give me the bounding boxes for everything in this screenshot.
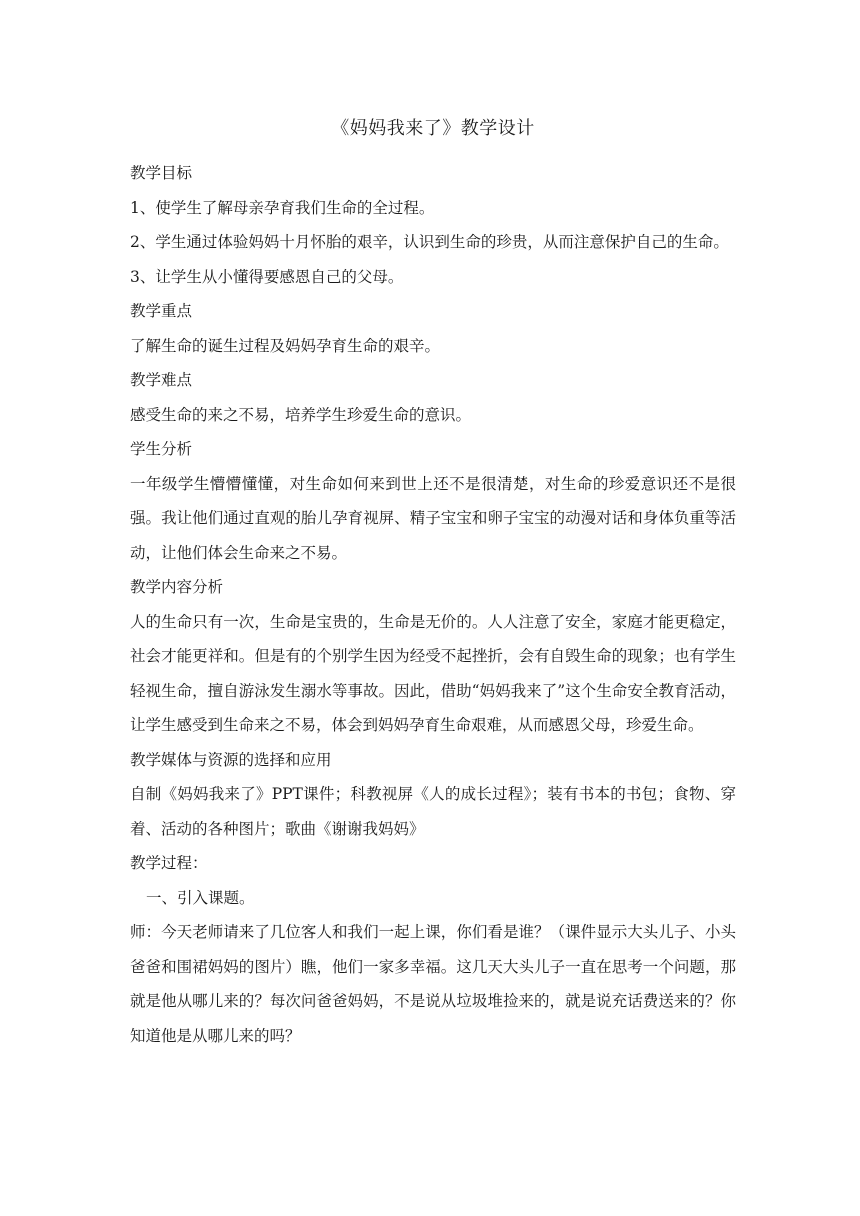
key-points-text: 了解生命的诞生过程及妈妈孕育生命的艰辛。 bbox=[130, 336, 441, 355]
student-analysis-heading: 学生分析 bbox=[130, 440, 193, 458]
content-analysis-heading: 教学内容分析 bbox=[130, 578, 224, 596]
media-text: 自制《妈妈我来了》PPT课件；科教视屏《人的成长过程》；装有书本的书包；食物、穿着、活动的各种图片；歌曲《谢谢我妈妈》 bbox=[130, 785, 736, 838]
goal-item-3: 3、让学生从小懂得要感恩自己的父母。 bbox=[130, 267, 404, 286]
process-text: 师：今天老师请来了几位客人和我们一起上课，你们看是谁？（课件显示大头儿子、小头爸爸和围裙妈妈的图片）瞧，他们一家多幸福。这几天大头儿子一直在思考一个问题，那就是他从哪儿来的？每次问爸爸妈妈，不是说从垃圾堆捡来的，就是说充话费送来的？你知道他是从哪儿来的吗？ bbox=[130, 923, 736, 1045]
document-title: 《妈妈我来了》教学设计 bbox=[331, 118, 535, 139]
goal-item-1: 1、使学生了解母亲孕育我们生命的全过程。 bbox=[130, 198, 435, 217]
media-heading: 教学媒体与资源的选择和应用 bbox=[130, 750, 332, 769]
goal-item-2: 2、学生通过体验妈妈十月怀胎的艰辛，认识到生命的珍贵，从而注意保护自己的生命。 bbox=[130, 233, 729, 251]
difficulty-heading: 教学难点 bbox=[130, 371, 193, 389]
student-analysis-text: 一年级学生懵懵懂懂，对生命如何来到世上还不是很清楚，对生命的珍爱意识还不是很强。我让他们通过直观的胎儿孕育视屏、精子宝宝和卵子宝宝的动漫对话和身体负重等活动，让他们体会生命来之不易。 bbox=[130, 474, 736, 562]
process-heading: 教学过程： bbox=[130, 854, 208, 872]
key-points-heading: 教学重点 bbox=[130, 302, 193, 320]
process-step-1: 一、引入课题。 bbox=[146, 888, 255, 907]
content-analysis-text: 人的生命只有一次，生命是宝贵的，生命是无价的。人人注意了安全，家庭才能更稳定，社会才能更祥和。但是有的个别学生因为经受不起挫折，会有自毁生命的现象；也有学生轻视生命，擅自游泳发生溺水等事故。因此，借助“妈妈我来了”这个生命安全教育活动，让学生感受到生命来之不易，体会到妈妈孕育生命艰难，从而感恩父母，珍爱生命。 bbox=[130, 612, 736, 734]
document-body bbox=[130, 114, 736, 1053]
difficulty-text: 感受生命的来之不易，培养学生珍爱生命的意识。 bbox=[130, 405, 472, 424]
goals-heading: 教学目标 bbox=[130, 164, 193, 182]
